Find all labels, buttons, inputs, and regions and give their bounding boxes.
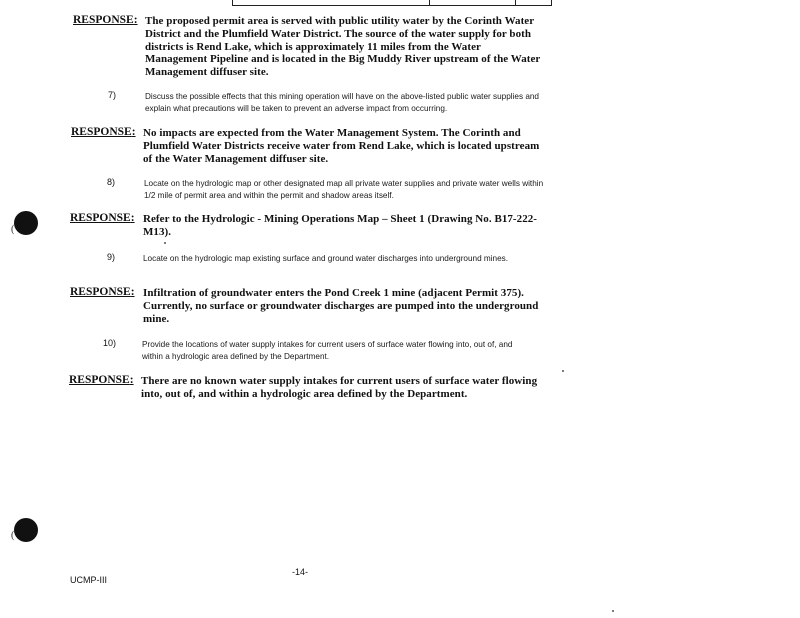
question-number: 9) (106, 252, 115, 262)
response-text: The proposed permit area is served with public utility water by the Corinth Water District and the Plumfield Water District. The source of the water supply for both districts is Rend Lake, which is approximately 11 miles from the Water Management Pipeline and is located in the Big Muddy River upstream of the Water Management diffuser site. (145, 15, 541, 79)
question-text: Provide the locations of water supply intakes for current users of surface water flowing into, out of, and within a hydrologic area defined by the Department. (142, 340, 513, 361)
punch-hole (14, 211, 38, 235)
question-text: Locate on the hydrologic map or other designated map all private water supplies and private water wells within 1/2 mile of permit area and within the permit and shadow areas itself. (144, 179, 544, 200)
response-label: RESPONSE: (70, 212, 135, 224)
scan-speck (612, 610, 614, 612)
scan-speck (562, 370, 564, 372)
question-text: Locate on the hydrologic map existing surface and ground water discharges into underground mines. (143, 254, 509, 263)
response-label: RESPONSE: (69, 374, 134, 386)
page-number: -14- (292, 567, 309, 577)
response-label: RESPONSE: (71, 126, 136, 138)
question-number: 10) (102, 338, 116, 348)
hole-mark: ( (11, 224, 15, 235)
question-number: 8) (106, 177, 115, 187)
response-text: No impacts are expected from the Water Management System. The Corinth and Plumfield Water Districts receive water from Rend Lake, which is located upstream of the Water Management diffuser site. (143, 127, 540, 165)
question-number: 7) (107, 90, 116, 100)
response-text: There are no known water supply intakes for current users of surface water flowing into, out of, and within a hydrologic area defined by the Department. (141, 375, 538, 400)
response-text: Infiltration of groundwater enters the Pond Creek 1 mine (adjacent Permit 375). Currently, no surface or groundwater discharges are pumped into the underground mine. (143, 287, 539, 325)
hole-mark: ( (11, 530, 15, 541)
punch-hole (14, 518, 38, 542)
scan-speck (164, 242, 166, 244)
document-code: UCMP-III (70, 575, 107, 585)
response-label: RESPONSE: (70, 286, 135, 298)
table-remnant (232, 0, 552, 6)
response-text: Refer to the Hydrologic - Mining Operations Map – Sheet 1 (Drawing No. B17-222-M13). (143, 213, 538, 238)
question-text: Discuss the possible effects that this mining operation will have on the above-listed public water supplies and explain what precautions will be taken to prevent an adverse impact from occurring. (145, 92, 539, 113)
response-label: RESPONSE: (73, 14, 138, 26)
